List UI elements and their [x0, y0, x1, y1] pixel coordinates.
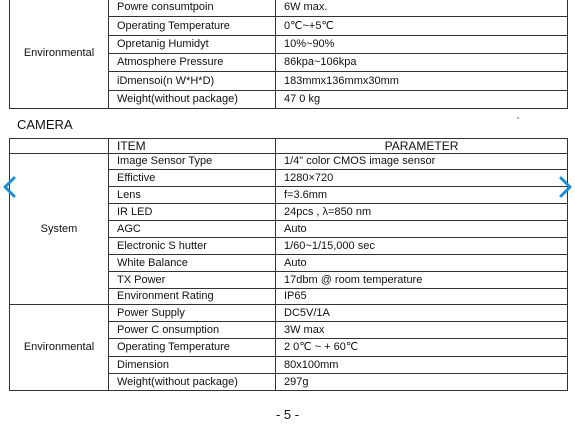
row-value: IP65 [276, 289, 568, 305]
group-label-environmental: Environmental [10, 0, 109, 109]
row-value: 183mmx136mmx30mm [276, 72, 568, 91]
row-value: 6W max. [276, 0, 568, 17]
row-value: f=3.6mm [276, 187, 568, 204]
row-value: 0℃~+5℃ [276, 17, 568, 36]
table-header-row [10, 139, 568, 154]
environmental-spec-table-top [9, 0, 568, 109]
row-value: 1/60~1/15,000 sec [276, 238, 568, 255]
row-item: iDmensoi(n W*H*D) [109, 72, 276, 91]
row-item: TX Power [109, 272, 276, 289]
page-number: - 5 - [275, 407, 300, 422]
row-item: Lens [109, 187, 276, 204]
chevron-right-icon [557, 176, 575, 198]
row-item: Opretanig Humidyt [109, 36, 276, 54]
row-value: 1/4" color CMOS image sensor [276, 154, 568, 170]
row-value: 24pcs , λ=850 nm [276, 204, 568, 221]
row-value: 80x100mm [276, 357, 568, 374]
row-value: 47 0 kg [276, 91, 568, 109]
row-value: 86kpa~106kpa [276, 54, 568, 72]
row-item: White Balance [109, 255, 276, 272]
camera-section-title: CAMERA [17, 117, 73, 132]
header-parameter: PARAMETER [276, 139, 568, 154]
row-value: 3W max [276, 322, 568, 339]
row-item: Operating Temperature [109, 339, 276, 357]
row-item: Powre consumtpoin [109, 0, 276, 17]
camera-spec-table [9, 138, 568, 391]
row-item: Electronic S hutter [109, 238, 276, 255]
row-value: 1280×720 [276, 170, 568, 187]
table-row [10, 154, 568, 170]
row-item: Effictive [109, 170, 276, 187]
chevron-left-icon [0, 176, 18, 198]
row-item: IR LED [109, 204, 276, 221]
row-value: 2 0℃ ~ + 60℃ [276, 339, 568, 357]
group-label-environmental: Environmental [10, 305, 109, 391]
group-label-system: System [10, 154, 109, 305]
row-item: Power C onsumption [109, 322, 276, 339]
row-value: Auto [276, 221, 568, 238]
row-item: Dimension [109, 357, 276, 374]
prev-page-button[interactable] [0, 176, 18, 198]
row-value: 10%~90% [276, 36, 568, 54]
row-item: Environment Rating [109, 289, 276, 305]
row-value: DC5V/1A [276, 305, 568, 322]
row-value: 17dbm @ room temperature [276, 272, 568, 289]
header-item: ITEM [109, 139, 276, 154]
speck [517, 117, 519, 119]
row-item: Weight(without package) [109, 374, 276, 391]
row-item: Atmosphere Pressure [109, 54, 276, 72]
row-value: 297g [276, 374, 568, 391]
row-item: Image Sensor Type [109, 154, 276, 170]
row-item: Operating Temperature [109, 17, 276, 36]
next-page-button[interactable] [557, 176, 575, 198]
row-item: Weight(without package) [109, 91, 276, 109]
row-item: AGC [109, 221, 276, 238]
row-item: Power Supply [109, 305, 276, 322]
table-row [10, 0, 568, 17]
row-value: Auto [276, 255, 568, 272]
table-row [10, 305, 568, 322]
